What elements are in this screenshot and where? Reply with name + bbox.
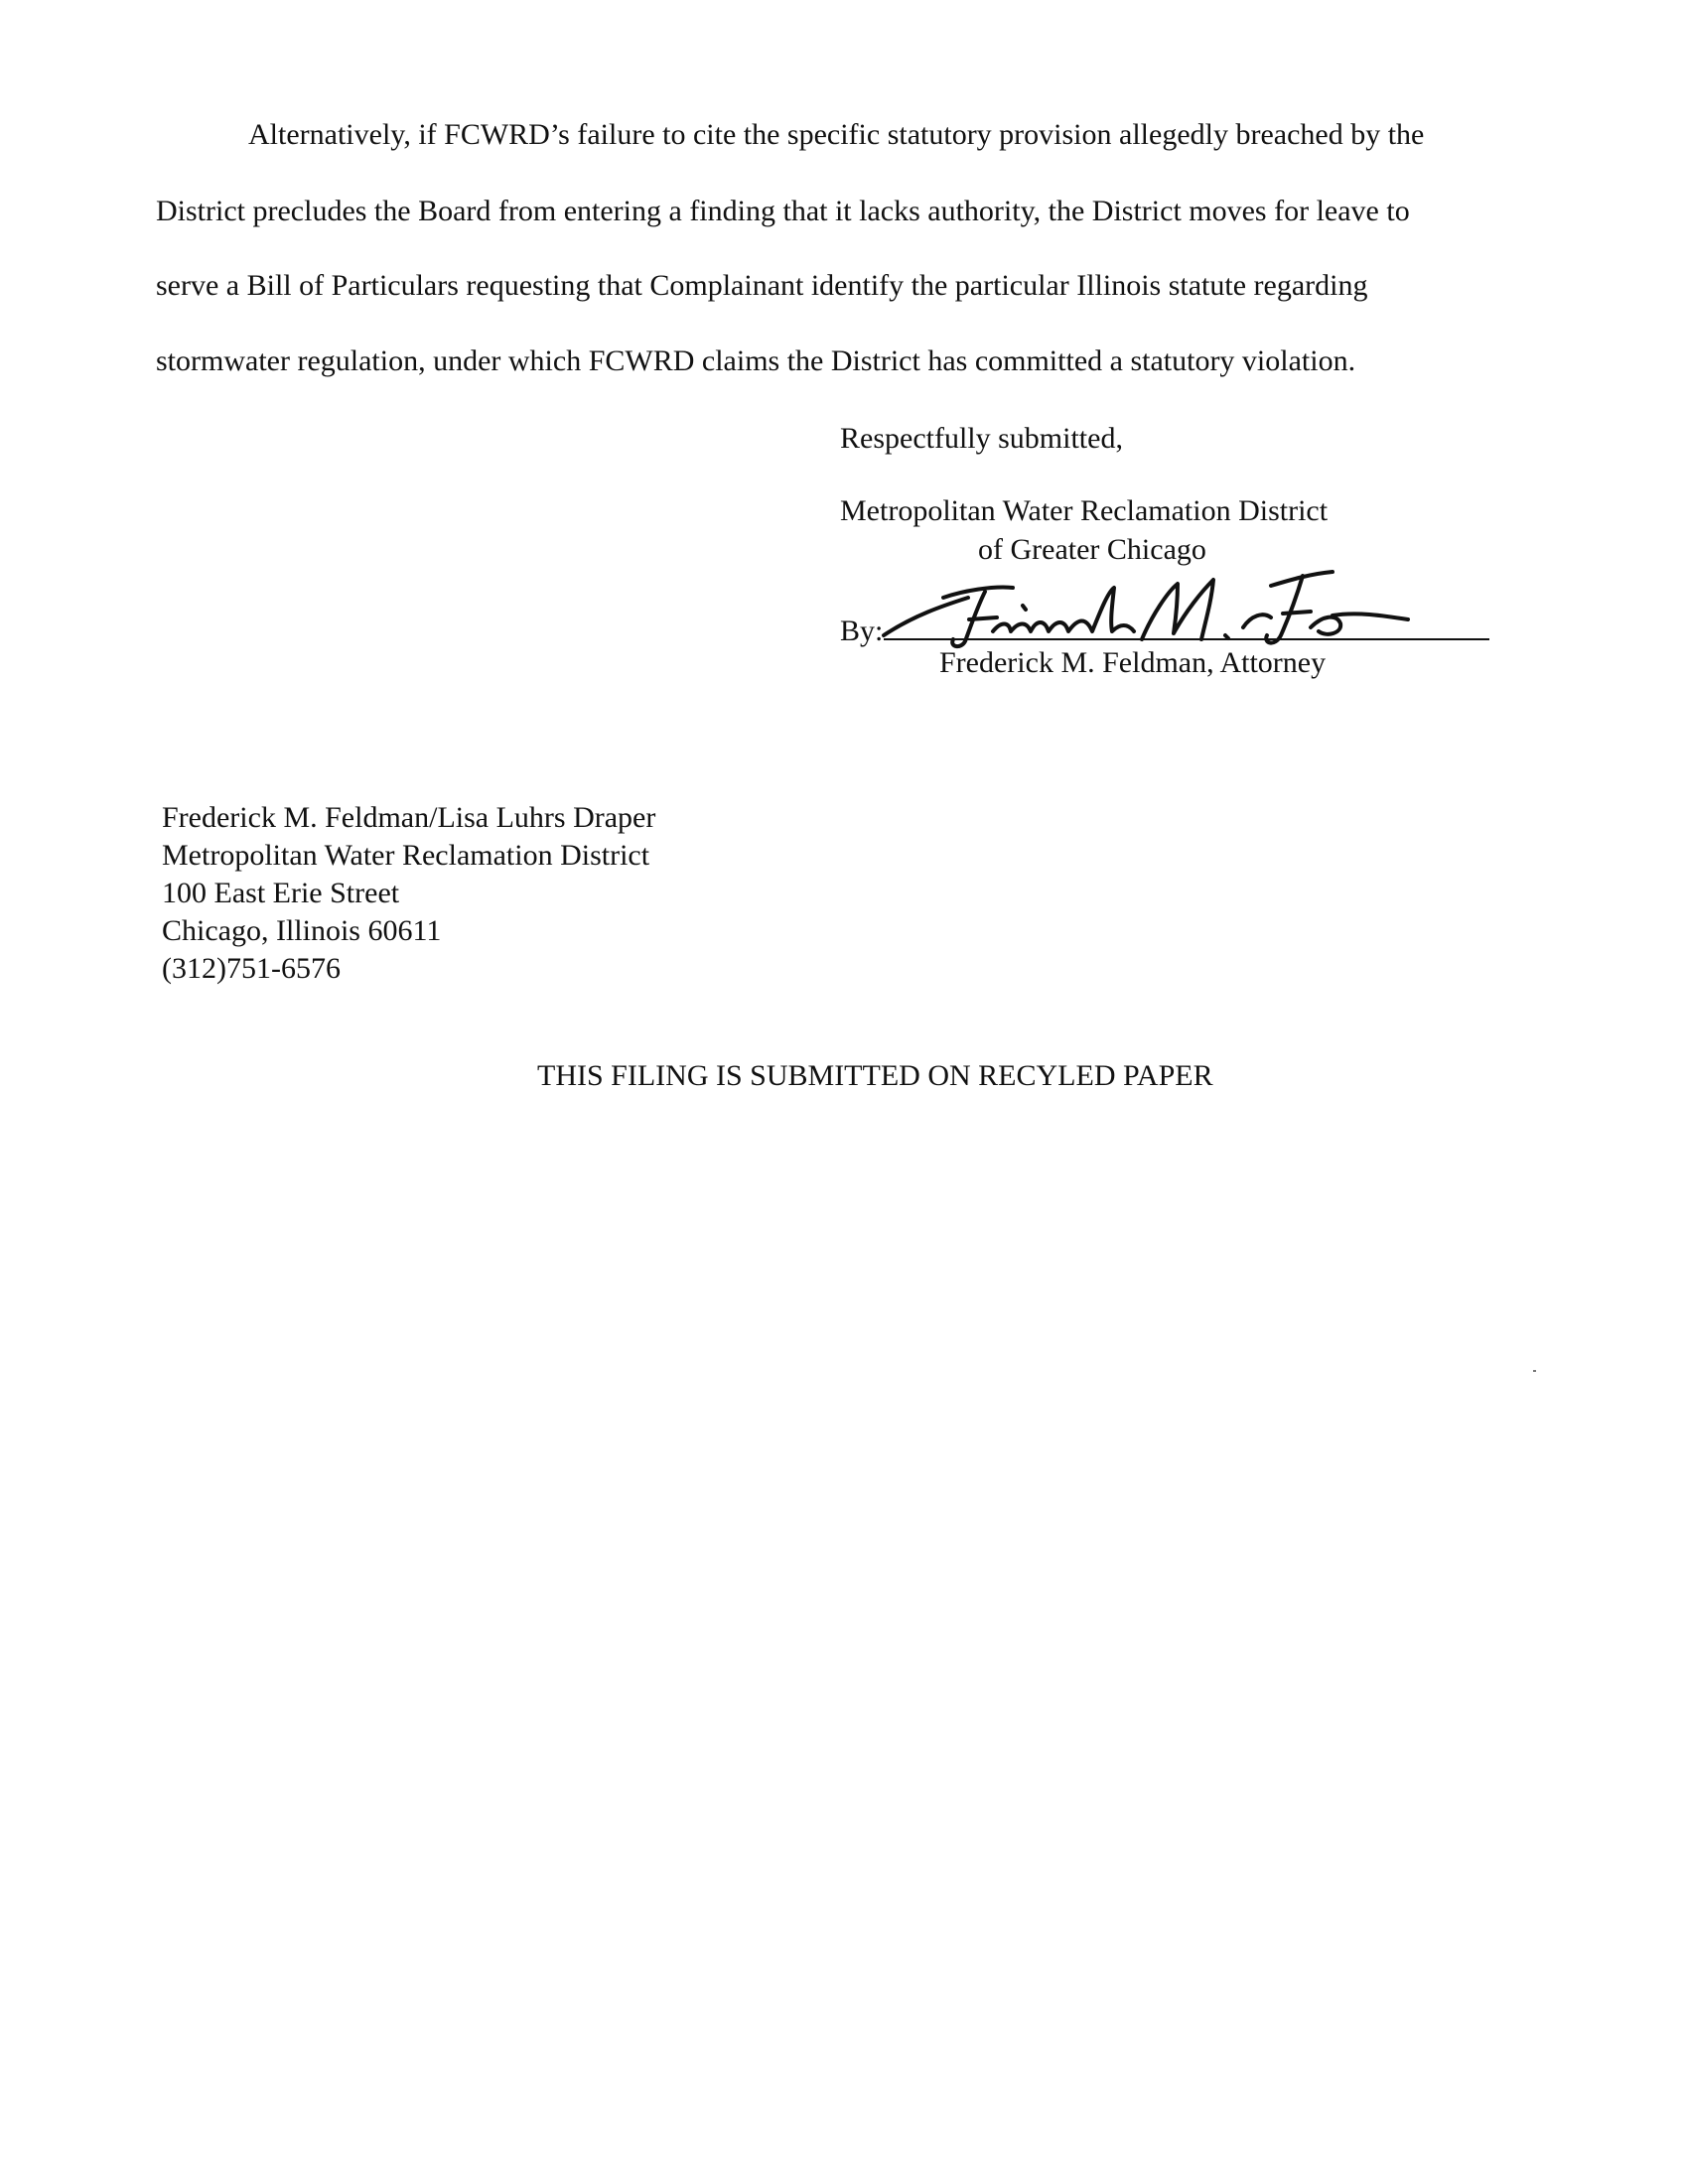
address-line: Chicago, Illinois 60611: [162, 914, 442, 947]
body-paragraph-line: District precludes the Board from entering a finding that it lacks authority, the District moves for leave to: [156, 195, 1410, 227]
address-line: Frederick M. Feldman/Lisa Luhrs Draper: [162, 801, 656, 834]
scan-speck: [1533, 1370, 1536, 1372]
address-line: 100 East Erie Street: [162, 877, 400, 909]
address-line: (312)751-6576: [162, 952, 341, 985]
signature-line: [884, 638, 1489, 640]
address-line: Metropolitan Water Reclamation District: [162, 839, 650, 872]
organization-line-2: of Greater Chicago: [978, 533, 1206, 566]
by-label: By:: [840, 614, 884, 647]
closing-text: Respectfully submitted,: [840, 422, 1123, 455]
signer-name: Frederick M. Feldman, Attorney: [939, 646, 1327, 679]
body-paragraph-line: Alternatively, if FCWRD’s failure to cite the specific statutory provision allegedly breached by the: [248, 118, 1425, 151]
body-paragraph-line: serve a Bill of Particulars requesting that Complainant identify the particular Illinois statute regarding: [156, 269, 1368, 302]
handwritten-signature: [874, 536, 1410, 655]
organization-line-1: Metropolitan Water Reclamation District: [840, 494, 1329, 527]
body-paragraph-line: stormwater regulation, under which FCWRD claims the District has committed a statutory violation.: [156, 344, 1356, 377]
recycled-paper-notice: THIS FILING IS SUBMITTED ON RECYLED PAPER: [537, 1059, 1213, 1092]
